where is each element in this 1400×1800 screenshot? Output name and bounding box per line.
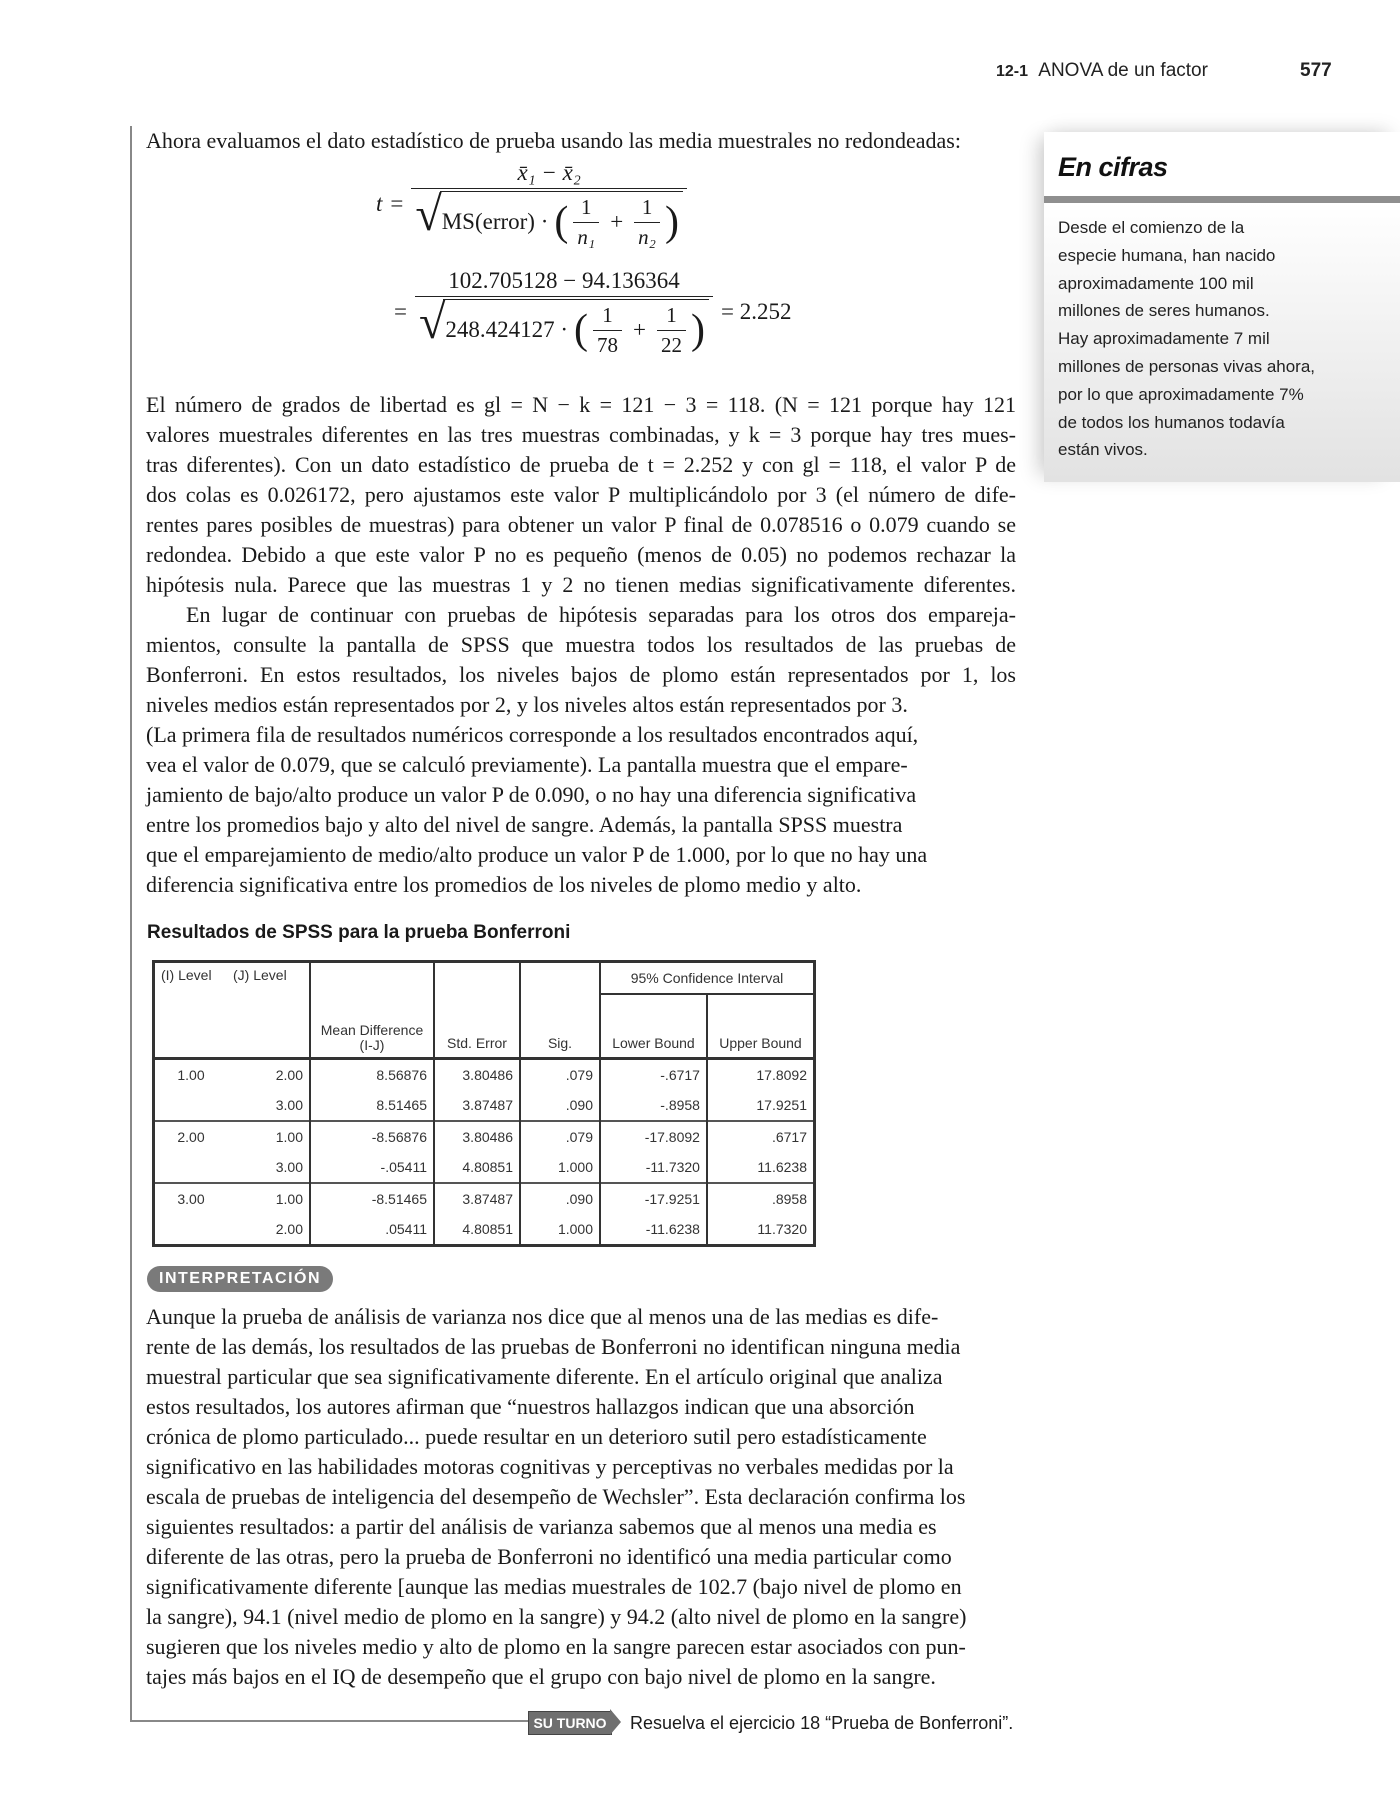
- cell-std-error: 3.87487: [434, 1183, 520, 1214]
- square-root: [418, 296, 709, 357]
- interp-line: significativamente diferente [aunque las medias muestrales de 102.7 (bajo nivel de plomo en: [146, 1574, 962, 1599]
- interp-line: siguientes resultados: a partir del análisis de varianza sabemos que al menos una media es: [146, 1514, 937, 1539]
- col-std-error: Std. Error: [434, 962, 520, 1059]
- cell-i-level: 1.00: [177, 1067, 205, 1083]
- sidebar-line: de todos los humanos todavía: [1058, 412, 1285, 432]
- section-title: ANOVA de un factor: [1038, 60, 1208, 81]
- col-sig: Sig.: [520, 962, 600, 1059]
- body-line: dos colas es 0.026172, pero ajustamos este valor P multiplicándolo por 3 (el número de dife-: [146, 482, 1016, 507]
- formula-result: = 2.252: [720, 299, 792, 325]
- n1: n₁: [573, 222, 599, 249]
- sidebar-line: Desde el comienzo de la: [1058, 218, 1245, 237]
- body-line: mientos, consulte la pantalla de SPSS que muestra todos los resultados de las pruebas de: [146, 632, 1016, 657]
- rparen: ): [690, 307, 705, 354]
- sidebar-line: Hay aproximadamente 7 mil: [1058, 329, 1270, 349]
- cell-i-level: [154, 1214, 228, 1246]
- col-upper-bound: Upper Bound: [707, 994, 815, 1059]
- cell-sig: 1.000: [520, 1152, 600, 1183]
- cell-upper-bound: .8958: [707, 1183, 815, 1214]
- cell-lower-bound: -17.8092: [600, 1121, 707, 1152]
- bonferroni-table: [152, 960, 816, 1247]
- cell-upper-bound: 11.7320: [707, 1214, 815, 1246]
- cell-mean-difference: -8.51465: [310, 1183, 434, 1214]
- cell-j-level: 2.00: [275, 1067, 303, 1083]
- cell-mean-difference: -8.56876: [310, 1121, 434, 1152]
- formula-numerator-values: 102.705128 − 94.136364: [448, 268, 680, 293]
- cell-i-level: 2.00: [154, 1121, 228, 1152]
- denominator-78: 78: [593, 330, 622, 357]
- sqrt-body: [443, 299, 709, 356]
- one: 1: [666, 303, 677, 328]
- table-title: Resultados de SPSS para la prueba Bonferroni: [147, 922, 571, 943]
- body-line: jamiento de bajo/alto produce un valor P de 0.090, o no hay una diferencia significativa: [146, 782, 917, 807]
- interp-line: diferente de las otras, pero la prueba de Bonferroni no identificó una media particular como: [146, 1544, 952, 1569]
- fraction-1-n1: [573, 195, 599, 248]
- fraction-1-22: [657, 303, 686, 356]
- fraction-1-78: [593, 303, 622, 356]
- sidebar-line: están vivos.: [1058, 440, 1148, 460]
- plus: +: [633, 316, 646, 342]
- su-turno-badge: SU TURNO: [528, 1711, 612, 1735]
- cell-upper-bound: 17.9251: [707, 1090, 815, 1121]
- formula-row-2: [394, 268, 791, 357]
- body-line: Bonferroni. En estos resultados, los niveles bajos de plomo están representados por 1, los: [146, 662, 1016, 687]
- interp-line: muestral particular que sea significativamente diferente. En el artículo original que analiza: [146, 1364, 943, 1389]
- body-line: valores muestrales diferentes en las tres muestras combinadas, y k = 3 porque hay tres mues-: [146, 422, 1016, 447]
- col-i-level: (I) Level: [161, 967, 212, 983]
- cell-lower-bound: -.6717: [600, 1059, 707, 1091]
- cell-lower-bound: -.8958: [600, 1090, 707, 1121]
- body-line: tras diferentes). Con un dato estadístico de prueba de t = 2.252 y con gl = 118, el valor P de: [146, 452, 1016, 477]
- sidebar-line: millones de seres humanos.: [1058, 301, 1270, 321]
- cell-sig: .090: [520, 1183, 600, 1214]
- cell-i-level: 3.00: [154, 1183, 228, 1214]
- running-header: [996, 60, 1208, 82]
- cell-std-error: 3.80486: [434, 1121, 520, 1152]
- cell-std-error: 4.80851: [434, 1214, 520, 1246]
- cell-j-level: 3.00: [275, 1097, 303, 1113]
- square-root: [415, 188, 683, 249]
- table-row: [154, 1214, 815, 1246]
- body-line: rentes pares posibles de muestras) para obtener un valor P final de 0.078516 o 0.079 cuando se: [146, 512, 1016, 537]
- lparen: (: [574, 307, 588, 354]
- cell-lower-bound: -11.7320: [600, 1152, 707, 1183]
- cell-upper-bound: .6717: [707, 1121, 815, 1152]
- sidebar-line: millones de personas vivas ahora,: [1058, 356, 1316, 376]
- table-row: [154, 1121, 815, 1152]
- cell-upper-bound: 17.8092: [707, 1059, 815, 1091]
- interp-line: Aunque la prueba de análisis de varianza nos dice que al menos una de las medias es dife-: [146, 1304, 939, 1329]
- body-line: vea el valor de 0.079, que se calculó previamente). La pantalla muestra que el empare-: [146, 752, 908, 777]
- cell-i-level: [154, 1090, 228, 1121]
- formula-numerator: x̄₁ − x̄₂: [517, 160, 581, 185]
- sidebar-line: especie humana, han nacido: [1058, 245, 1276, 265]
- bottom-rule: [130, 1720, 530, 1722]
- margin-rule: [130, 126, 132, 1722]
- one: 1: [602, 303, 613, 328]
- n2: n₂: [634, 222, 660, 249]
- su-turno-text: Resuelva el ejercicio 18 “Prueba de Bonferroni”.: [630, 1713, 1014, 1733]
- formula-row-1: [376, 160, 687, 249]
- interp-line: la sangre), 94.1 (nivel medio de plomo en la sangre) y 94.2 (alto nivel de plomo en la sangre): [146, 1604, 967, 1629]
- interp-line: estos resultados, los autores afirman que “nuestros hallazgos indican que una absorción: [146, 1394, 915, 1419]
- arrow-right-icon: [610, 1709, 621, 1735]
- interp-line: rente de las demás, los resultados de las pruebas de Bonferroni no identifican ninguna media: [146, 1334, 961, 1359]
- col-j-level: (J) Level: [233, 967, 287, 983]
- sidebar-text: [1058, 214, 1315, 464]
- sidebar-line: aproximadamente 100 mil: [1058, 273, 1254, 293]
- interp-line: significativo en las habilidades motoras cognitivas y perceptivas no verbales medidas por la: [146, 1454, 954, 1479]
- cell-std-error: 3.87487: [434, 1090, 520, 1121]
- body-line: (La primera fila de resultados numéricos corresponde a los resultados encontrados aquí,: [146, 722, 919, 747]
- interp-line: sugieren que los niveles medio y alto de plomo en la sangre parecen estar asociados con pun-: [146, 1634, 966, 1659]
- section-number: 12-1: [996, 63, 1029, 80]
- interp-line: tajes más bajos en el IQ de desempeño que el grupo con bajo nivel de plomo en la sangre.: [146, 1664, 936, 1689]
- cell-sig: .090: [520, 1090, 600, 1121]
- formula-eq: =: [394, 299, 407, 325]
- en-cifras-sidebar: [1044, 132, 1400, 482]
- interp-line: escala de pruebas de inteligencia del desempeño de Wechsler”. Esta declaración confirma los: [146, 1484, 966, 1509]
- denominator-22: 22: [657, 330, 686, 357]
- body-line: que el emparejamiento de medio/alto produce un valor P de 1.000, por lo que no hay una: [146, 842, 928, 867]
- col-confidence-interval: 95% Confidence Interval: [600, 962, 815, 995]
- table-row: [154, 1183, 815, 1214]
- formula-fraction: [415, 268, 713, 357]
- formula-ms-value: 248.424127 ·: [445, 316, 568, 342]
- body-line: entre los promedios bajo y alto del nivel de sangre. Además, la pantalla SPSS muestra: [146, 812, 903, 837]
- rparen: ): [664, 199, 679, 246]
- sqrt-icon: √: [418, 296, 446, 350]
- interpretation-badge: INTERPRETACIÓN: [147, 1266, 333, 1292]
- sidebar-divider: [1044, 196, 1400, 203]
- cell-sig: 1.000: [520, 1214, 600, 1246]
- sidebar-title: En cifras: [1058, 152, 1168, 182]
- formula-denominator: [415, 296, 713, 356]
- table-row: [154, 1059, 815, 1091]
- one: 1: [581, 195, 592, 220]
- body-line: redondea. Debido a que este valor P no es pequeño (menos de 0.05) no podemos rechazar la: [146, 542, 1016, 567]
- lparen: (: [554, 199, 569, 246]
- plus: +: [610, 208, 624, 234]
- formula-eq: =: [390, 191, 404, 217]
- cell-std-error: 3.80486: [434, 1059, 520, 1091]
- formula-t: t: [376, 191, 383, 217]
- cell-mean-difference: 8.51465: [310, 1090, 434, 1121]
- body-line: El número de grados de libertad es gl = N − k = 121 − 3 = 118. (N = 121 porque hay 121: [146, 392, 1016, 417]
- one: 1: [641, 195, 653, 220]
- table-row: [154, 1152, 815, 1183]
- cell-sig: .079: [520, 1121, 600, 1152]
- body-line: niveles medios están representados por 2, y los niveles altos están representados por 3.: [146, 692, 908, 717]
- body-line: hipótesis nula. Parece que las muestras 1 y 2 no tienen medias significativamente diferentes.: [146, 572, 1016, 597]
- table-row: [154, 1090, 815, 1121]
- formula-denominator: [411, 188, 687, 248]
- col-mean-difference: Mean Difference (I-J): [310, 962, 434, 1059]
- cell-std-error: 4.80851: [434, 1152, 520, 1183]
- cell-j-level: 3.00: [275, 1159, 303, 1175]
- cell-j-level: 2.00: [275, 1221, 303, 1237]
- cell-upper-bound: 11.6238: [707, 1152, 815, 1183]
- cell-mean-difference: .05411: [310, 1214, 434, 1246]
- body-line: En lugar de continuar con pruebas de hipótesis separadas para los otros dos empareja-: [186, 602, 1016, 627]
- interp-line: crónica de plomo particulado... puede resultar en un deterioro sutil pero estadísticamente: [146, 1424, 927, 1449]
- cell-j-level: 1.00: [227, 1121, 310, 1152]
- cell-mean-difference: -.05411: [310, 1152, 434, 1183]
- sqrt-icon: √: [415, 188, 442, 242]
- cell-lower-bound: -17.9251: [600, 1183, 707, 1214]
- cell-j-level: 1.00: [227, 1183, 310, 1214]
- cell-i-level: [154, 1152, 228, 1183]
- fraction-1-n2: [634, 195, 660, 248]
- cell-sig: .079: [520, 1059, 600, 1091]
- sqrt-body: [440, 191, 683, 248]
- intro-text: Ahora evaluamos el dato estadístico de prueba usando las media muestrales no redondeadas:: [146, 128, 961, 153]
- formula-fraction: [411, 160, 687, 249]
- body-line: diferencia significativa entre los promedios de los niveles de plomo medio y alto.: [146, 872, 862, 897]
- col-lower-bound: Lower Bound: [600, 994, 707, 1059]
- formula-ms-error: MS(error) ·: [441, 208, 549, 234]
- sidebar-line: por lo que aproximadamente 7%: [1058, 384, 1304, 404]
- cell-mean-difference: 8.56876: [310, 1059, 434, 1091]
- page-number: 577: [1300, 60, 1332, 81]
- cell-lower-bound: -11.6238: [600, 1214, 707, 1246]
